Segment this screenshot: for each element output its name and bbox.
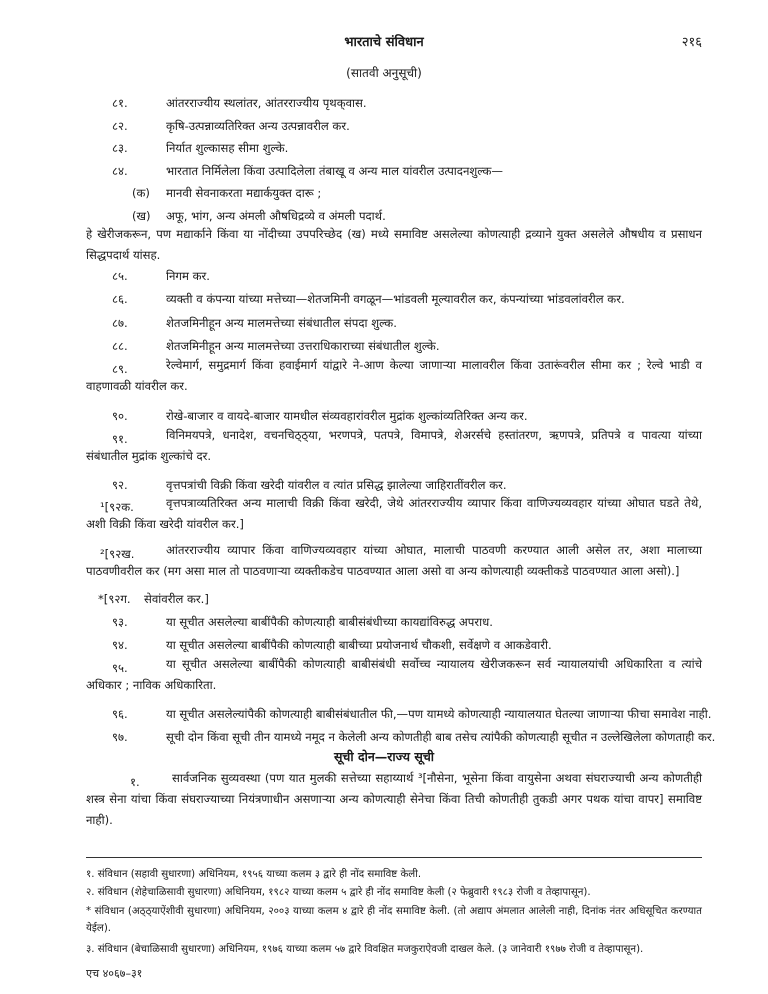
sub-entry-text: मानवी सेवनाकरता मद्यार्कयुक्त दारू ; <box>166 186 322 200</box>
entry-text: वृत्तपत्राव्यतिरिक्त अन्य मालाची विक्री किंवा खरेदी, जेथे आंतरराज्यीय व्यापार किंवा वाणिज्यव्यवहार यांच्या ओघात घडते तेथे, अशी विक्री किंवा खरेदी यांवरील कर.] <box>86 496 702 531</box>
entry-text: या सूचीत असलेल्यांपैकी कोणत्याही बाबीसंबंधातील फी,—पण यामध्ये कोणत्याही न्यायालयात घेतल्या जाणाऱ्या फीचा समावेश नाही. <box>166 707 712 721</box>
entry-number: ¹[९२क. <box>100 500 134 514</box>
entry-number: ²[९२ख. <box>100 547 135 561</box>
entry-number: ९१. <box>112 432 128 446</box>
entry-number: ८६. <box>112 292 128 306</box>
print-code: एच ४०६७–३१ <box>86 967 143 980</box>
footnote: ३. संविधान (बेचाळिसावी सुधारणा) अधिनियम, १९७६ याच्या कलम ५७ द्वारे विवक्षित मजकुराऐवजी दाखल केले. (३ जानेवारी १९७७ रोजी व तेव्हापासून). <box>86 944 644 955</box>
page-number: २१६ <box>681 35 702 50</box>
entry-number: ९२. <box>112 478 128 492</box>
entry-text: विनिमयपत्रे, धनादेश, वचनचिठ्ठ्या, भरणपत्रे, पतपत्रे, विमापत्रे, शेअरर्सचे हस्तांतरण, ऋणपत्रे, प्रतिपत्रे व पावत्या यांच्या संबंधातील मुद्रांक शुल्कांचे दर. <box>86 428 702 463</box>
entry-text: शेतजमिनीहून अन्य मालमत्तेच्या उत्तराधिकाराच्या संबंधातील शुल्के. <box>166 339 440 353</box>
entry-text: निर्यात शुल्कासह सीमा शुल्के. <box>166 141 289 155</box>
page-title: भारताचे संविधान <box>344 35 424 50</box>
entry-text: व्यक्ती व कंपन्या यांच्या मत्तेच्या—शेतजमिनी वगळून—भांडवली मूल्यावरील कर, कंपन्यांच्या भांडवलांवरील कर. <box>166 292 625 306</box>
entry-text: सार्वजनिक सुव्यवस्था (पण यात मुलकी सत्तेच्या सहाय्यार्थ ³[नौसेना, भूसेना किंवा वायुसेना अथवा संघराज्याची अन्य कोणतीही शस्त्र सेना यांचा किंवा संघराज्याच्या नियंत्रणाधीन असणाऱ्या अन्य कोणत्याही सेनेचा किंवा तिची कोणतीही तुकडी अगर पथक यांचा वापर] समाविष्ट नाही). <box>86 771 702 827</box>
section-heading: सूची दोन—राज्य सूची <box>333 749 435 764</box>
entry-text: भारतात निर्मिलेला किंवा उत्पादिलेला तंबाखू व अन्य माल यांवरील उत्पादनशुल्क— <box>166 164 504 178</box>
footnote-divider <box>86 857 702 858</box>
entry-number: ९६. <box>112 707 128 721</box>
sub-entry-label: (क) <box>132 186 150 200</box>
footnote: १. संविधान (सहावी सुधारणा) अधिनियम, १९५६ याच्या कलम ३ द्वारे ही नोंद समाविष्ट केली. <box>86 869 422 880</box>
entry-text: रेल्वेमार्ग, समुद्रमार्ग किंवा हवाईमार्ग यांद्वारे ने-आण केल्या जाणाऱ्या मालावरील किंवा उतारूंवरील सीमा कर ; रेल्वे भाडी व वाहणावळी यांवरील कर. <box>86 358 702 393</box>
entry-text: वृत्तपत्रांची विक्री किंवा खरेदी यांवरील व त्यांत प्रसिद्ध झालेल्या जाहिरातींवरील कर. <box>166 478 507 492</box>
entry-number: ८२. <box>112 119 128 133</box>
entry-number: १. <box>130 775 140 789</box>
entry-number: ८५. <box>112 269 128 283</box>
entry-text: या सूचीत असलेल्या बाबींपैकी कोणत्याही बाबीसंबंधी सर्वोच्च न्यायालय खेरीजकरून सर्व न्यायालयांची अधिकारिता व त्यांचे अधिकार ; नाविक अधिकारिता. <box>86 657 702 692</box>
schedule-subtitle: (सातवी अनुसूची) <box>346 66 422 80</box>
entry-number: *[९२ग. <box>98 592 131 606</box>
entry-text: निगम कर. <box>166 269 210 283</box>
entry-number: ८१. <box>112 96 128 110</box>
entry-text: या सूचीत असलेल्या बाबींपैकी कोणत्याही बाबीच्या प्रयोजनार्थ चौकशी, सर्वेक्षणे व आकडेवारी. <box>166 638 552 652</box>
entry-number: ८८. <box>112 339 128 353</box>
entry-text: शेतजमिनीहून अन्य मालमत्तेच्या संबंधातील संपदा शुल्क. <box>166 316 397 330</box>
footnote: * संविधान (अठ्ठ्याऐंशीवी सुधारणा) अधिनियम, २००३ याच्या कलम ४ द्वारे ही नोंद समाविष्ट केली. (तो अद्याप अंमलात आलेली नाही, दिनांक नंतर अधिसूचित करण्यात येईल). <box>86 906 702 934</box>
entry-number: ९७. <box>112 730 128 744</box>
entry-text: आंतरराज्यीय स्थलांतर, आंतरराज्यीय पृथक्‌वास. <box>166 96 367 110</box>
sub-entry-label: (ख) <box>132 209 151 223</box>
entry-number: ८४. <box>112 164 128 178</box>
entry-text: या सूचीत असलेल्या बाबींपैकी कोणत्याही बाबीसंबंधीच्या कायद्यांविरुद्ध अपराध. <box>166 615 493 629</box>
entry-text: सेवांवरील कर.] <box>144 592 209 606</box>
entry-text: सूची दोन किंवा सूची तीन यामध्ये नमूद न केलेली अन्य कोणतीही बाब तसेच त्यांपैकी कोणत्याही सूचीत न उल्लेखिलेला कोणताही कर. <box>166 730 716 744</box>
sub-entry-text: अफू, भांग, अन्य अंमली औषधिद्रव्ये व अंमली पदार्थ. <box>166 209 386 223</box>
entry-number: ८९. <box>112 362 128 376</box>
entry-number: ८३. <box>112 141 128 155</box>
entry-number: ९३. <box>112 615 128 629</box>
entry-number: ९०. <box>112 409 128 423</box>
entry-number: ८७. <box>112 316 128 330</box>
footnote: २. संविधान (शेहेचाळिसावी सुधारणा) अधिनियम, १९८२ याच्या कलम ५ द्वारे ही नोंद समाविष्ट केली (२ फेब्रुवारी १९८३ रोजी व तेव्हापासून). <box>86 887 591 898</box>
entry-text: रोखे-बाजार व वायदे-बाजार यामधील संव्यवहारांवरील मुद्रांक शुल्कांव्यतिरिक्त अन्य कर. <box>166 409 528 423</box>
entry-number: ९४. <box>112 638 128 652</box>
entry-84-proviso: हे खेरीजकरून, पण मद्यार्काने किंवा या नोंदीच्या उपपरिच्छेद (ख) मध्ये समाविष्ट असलेल्या कोणत्याही द्रव्याने युक्त असलेले औषधीय व प्रसाधन सिद्धपदार्थ यांसह. <box>86 227 702 262</box>
entry-number: ९५. <box>112 661 128 675</box>
entry-text: आंतरराज्यीय व्यापार किंवा वाणिज्यव्यवहार यांच्या ओघात, मालाची पाठवणी करण्यात आली असेल तर, अशा मालाच्या पाठवणीवरील कर (मग असा माल तो पाठवणाऱ्या व्यक्तीकडेच पाठवण्यात आला असो वा अन्य कोणत्याही व्यक्तीकडे पाठवण्यात आला असो).] <box>86 543 702 578</box>
entry-text: कृषि-उत्पन्नाव्यतिरिक्त अन्य उत्पन्नावरील कर. <box>166 119 350 133</box>
